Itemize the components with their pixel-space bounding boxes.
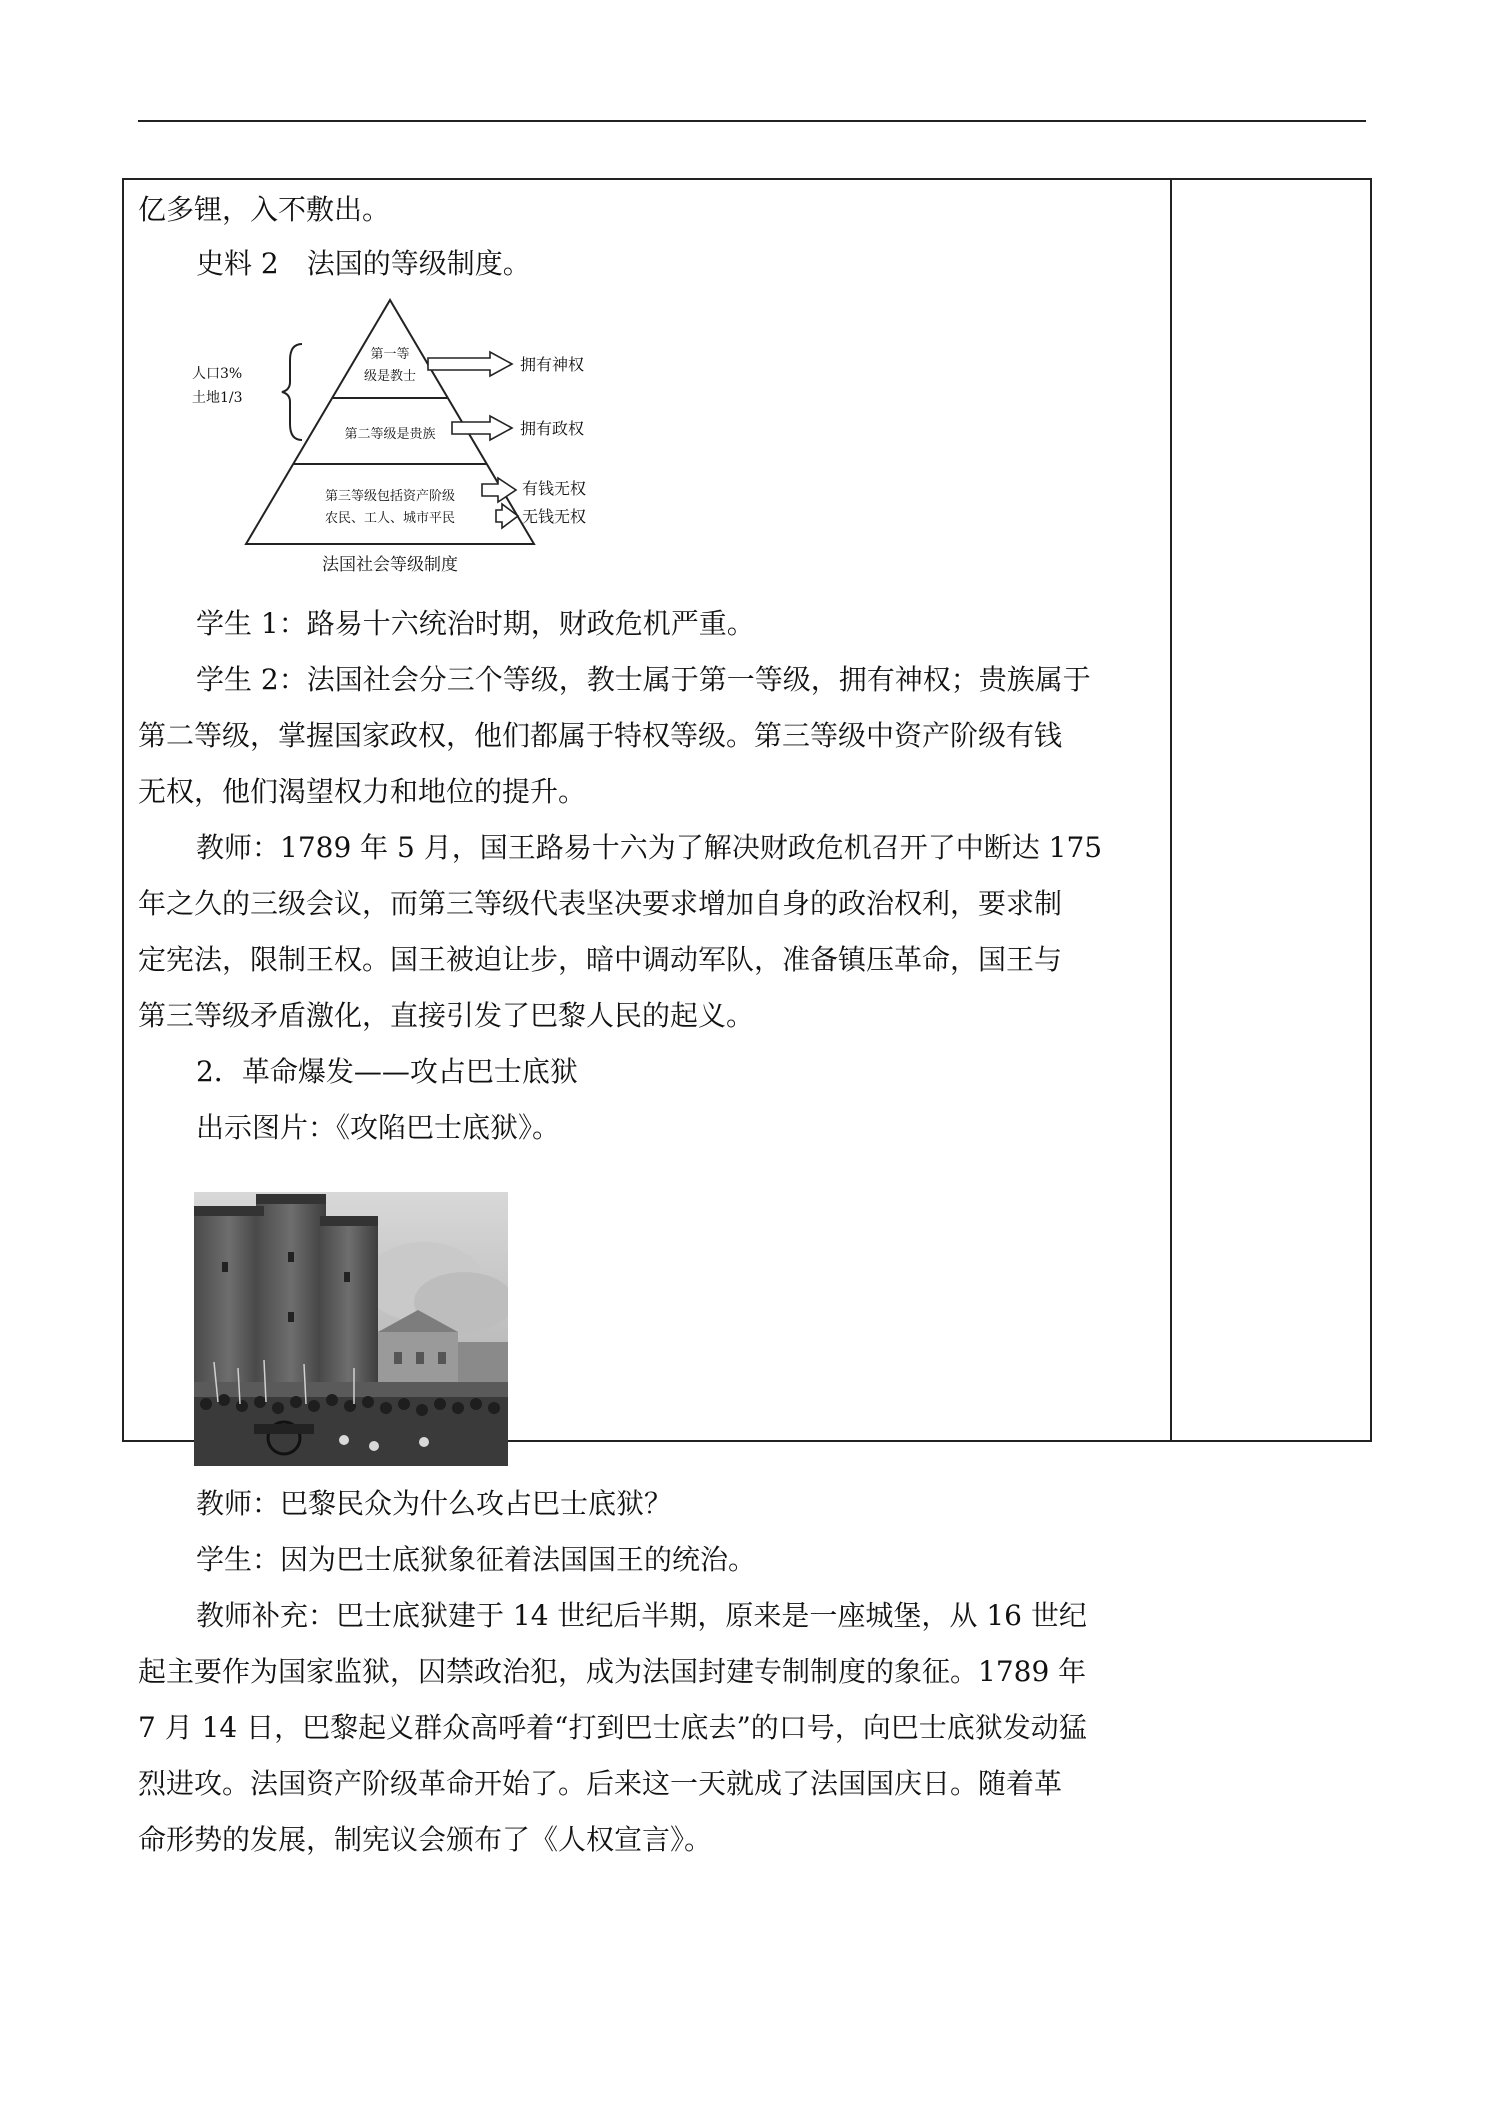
tier3-label: 第三等级包括资产阶级	[324, 489, 456, 504]
side-label: 土地1/3	[192, 390, 243, 406]
header-rule	[138, 120, 1366, 122]
paragraph: 命形势的发展，制宪议会颁布了《人权宣言》。	[138, 1823, 713, 1856]
tier1-label: 级是教士	[363, 369, 417, 384]
paragraph: 教师补充：巴士底狱建于 14 世纪后半期，原来是一座城堡，从 16 世纪	[196, 1599, 1087, 1632]
bastille-painting-art	[194, 1192, 508, 1466]
paragraph: 7 月 14 日，巴黎起义群众高呼着“打到巴士底去”的口号，向巴士底狱发动猛	[138, 1711, 1087, 1744]
arrow-label: 拥有政权	[520, 419, 585, 438]
arrow-label: 有钱无权	[522, 479, 587, 498]
paragraph: 烈进攻。法国资产阶级革命开始了。后来这一天就成了法国国庆日。随着革	[138, 1767, 1063, 1800]
estate-pyramid-diagram	[190, 298, 660, 580]
paragraph: 学生 2：法国社会分三个等级，教士属于第一等级，拥有神权；贵族属于	[196, 663, 1091, 696]
paragraph: 出示图片：《攻陷巴士底狱》。	[196, 1111, 561, 1144]
arrow-icon	[496, 504, 518, 528]
paragraph: 无权，他们渴望权力和地位的提升。	[138, 775, 587, 808]
paragraph: 第三等级矛盾激化，直接引发了巴黎人民的起义。	[138, 999, 755, 1032]
diagram-caption: 法国社会等级制度	[322, 555, 458, 575]
paragraph: 年之久的三级会议，而第三等级代表坚决要求增加自身的政治权利，要求制	[138, 887, 1063, 920]
arrow-label: 无钱无权	[522, 507, 587, 526]
arrow-label: 拥有神权	[520, 355, 585, 374]
arrow-icon	[428, 352, 512, 376]
paragraph: 教师：巴黎民众为什么攻占巴士底狱？	[196, 1487, 673, 1520]
paragraph: 亿多锂，入不敷出。	[138, 193, 391, 226]
brace-icon	[282, 344, 302, 440]
arrow-icon	[482, 478, 516, 502]
paragraph: 学生：因为巴士底狱象征着法国国王的统治。	[196, 1543, 757, 1576]
paragraph: 定宪法，限制王权。国王被迫让步，暗中调动军队，准备镇压革命，国王与	[138, 943, 1063, 976]
tier3-label: 农民、工人、城市平民	[324, 511, 456, 526]
section-heading: 2．革命爆发——攻占巴士底狱	[196, 1055, 578, 1088]
bastille-painting	[194, 1192, 508, 1466]
source-heading: 史料 2 法国的等级制度。	[196, 247, 531, 280]
paragraph: 学生 1：路易十六统治时期，财政危机严重。	[196, 607, 755, 640]
paragraph: 第二等级，掌握国家政权，他们都属于特权等级。第三等级中资产阶级有钱	[138, 719, 1063, 752]
paragraph: 教师：1789 年 5 月，国王路易十六为了解决财政危机召开了中断达 175	[196, 831, 1103, 864]
side-label: 人口3%	[192, 366, 243, 382]
tier1-label: 第一等	[370, 347, 410, 362]
paragraph: 起主要作为国家监狱，囚禁政治犯，成为法国封建专制制度的象征。1789 年	[138, 1655, 1087, 1688]
tier2-label: 第二等级是贵族	[344, 427, 436, 442]
table-column-divider	[1170, 178, 1172, 1442]
